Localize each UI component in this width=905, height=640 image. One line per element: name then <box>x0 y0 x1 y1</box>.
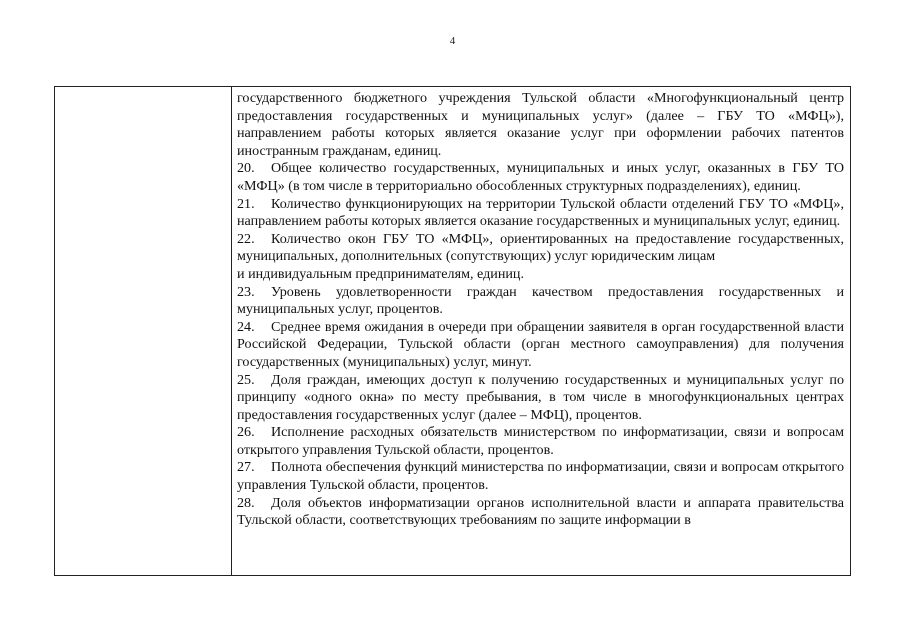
paragraph-text: и индивидуальным предпринимателям, единиц. <box>237 265 524 282</box>
list-item-25 <box>237 372 844 425</box>
list-item-27 <box>237 459 844 494</box>
item-text: Количество функционирующих на территории Тульской области отделений ГБУ ТО «МФЦ», направлением работы которых является оказание государственных и муниципальных услуг, единиц. <box>237 195 844 230</box>
item-text: Среднее время ожидания в очереди при обращении заявителя в орган государственной власти Российской Федерации, Тульской области (орган местного самоуправления) для получения государственных (муниципальных) услуг, минут. <box>237 318 844 370</box>
paragraph-text: государственного бюджетного учреждения Тульской области «Многофункциональный центр предоставления государственных и муниципальных услуг» (далее – ГБУ ТО «МФЦ»), направлением работы которых является оказание услуг при оформлении рабочих патентов иностранным гражданам, единиц. <box>237 90 844 159</box>
table-left-column <box>55 87 232 575</box>
paragraph-continuation <box>237 90 844 160</box>
list-item-24 <box>237 319 844 372</box>
item-number: 26. <box>237 424 255 441</box>
list-item-22 <box>237 231 844 266</box>
list-item-28 <box>237 495 844 530</box>
page-number: 4 <box>449 35 456 47</box>
item-text: Полнота обеспечения функций министерства по информатизации, связи и вопросам открытого управления Тульской области, процентов. <box>237 459 844 494</box>
item-text: Исполнение расходных обязательств министерством по информатизации, связи и вопросам открытого управления Тульской области, процентов. <box>237 424 844 458</box>
item-text: Общее количество государственных, муниципальных и иных услуг, оказанных в ГБУ ТО «МФЦ» (в том числе в территориально обособленных структурных подразделениях), единиц. <box>237 160 844 194</box>
item-number: 28. <box>237 494 255 511</box>
list-item-21 <box>237 196 844 231</box>
item-text: Доля объектов информатизации органов исполнительной власти и аппарата правительства Тульской области, соответствующих требованиям по защите информации в <box>237 494 844 529</box>
list-item-23 <box>237 284 844 319</box>
table-right-column <box>232 87 850 575</box>
item-text: Количество окон ГБУ ТО «МФЦ», ориентированных на предоставление государственных, муниципальных, дополнительных (сопутствующих) услуг юридическим лицам <box>237 230 844 265</box>
item-number: 27. <box>237 459 255 476</box>
document-table <box>54 86 851 576</box>
item-number: 24. <box>237 318 255 335</box>
item-text: Доля граждан, имеющих доступ к получению государственных и муниципальных услуг по принципу «одного окна» по месту пребывания, в том числе в многофункциональных центрах предоставления государственных услуг (далее – МФЦ), процентов. <box>237 371 844 423</box>
item-number: 21. <box>237 195 255 212</box>
item-number: 25. <box>237 371 255 388</box>
item-number: 22. <box>237 230 255 247</box>
item-text: Уровень удовлетворенности граждан качеством предоставления государственных и муниципальных услуг, процентов. <box>237 283 844 318</box>
list-item-26 <box>237 424 844 459</box>
item-number: 20. <box>237 160 255 177</box>
item-number: 23. <box>237 283 255 300</box>
list-item-20 <box>237 160 844 195</box>
paragraph-continuation <box>237 266 844 284</box>
